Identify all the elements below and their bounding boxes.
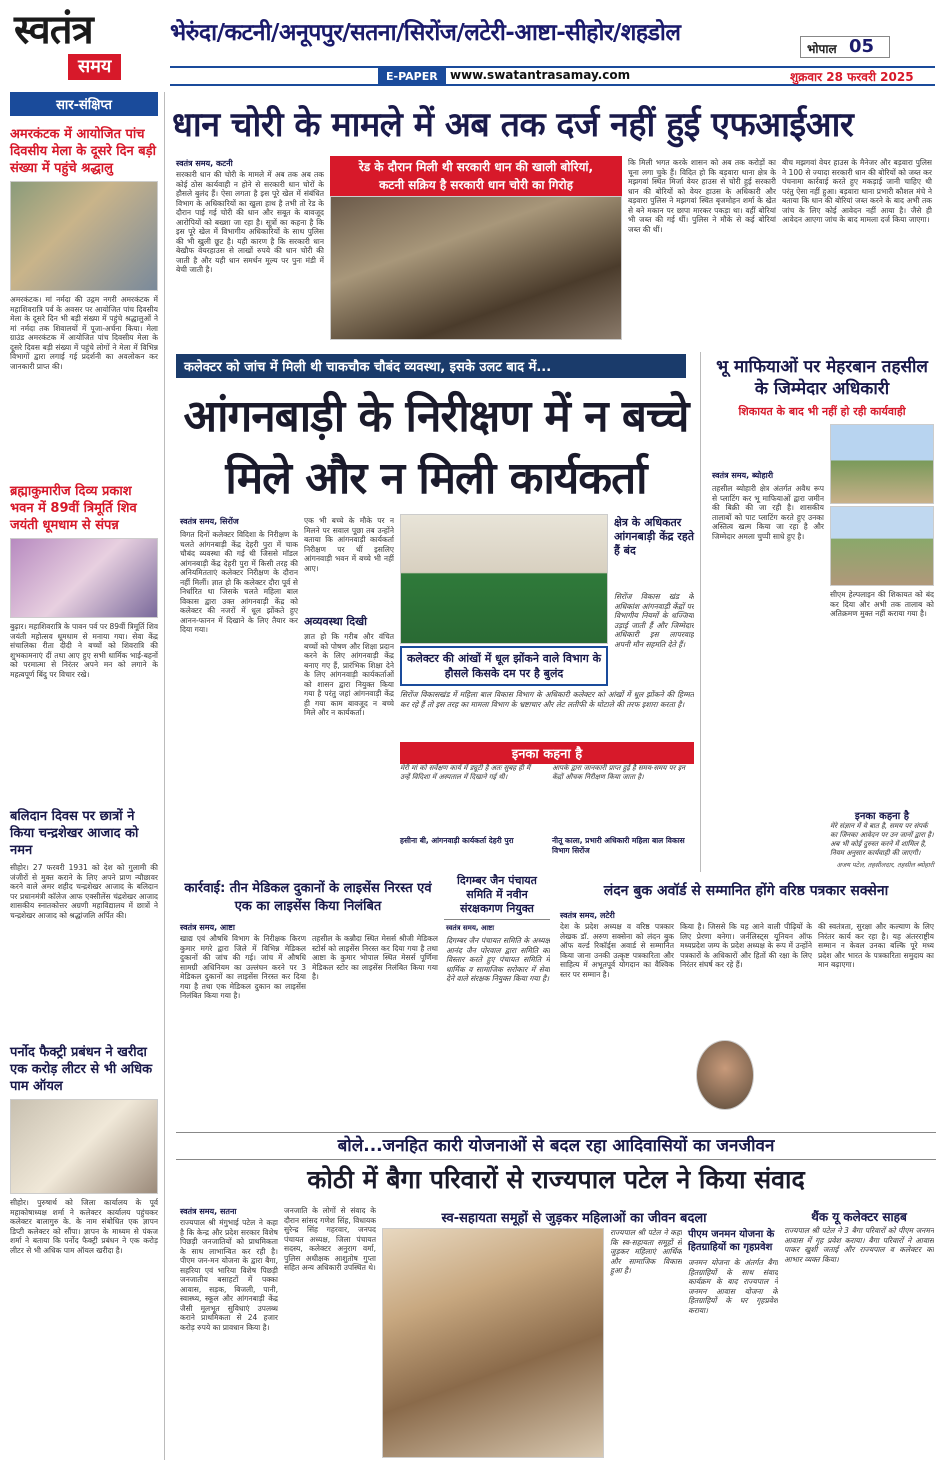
- story2-photo: [400, 514, 608, 644]
- story1-photo: [330, 196, 622, 340]
- story5-byline: स्वतंत्र समय, आष्टा: [446, 924, 495, 932]
- story1-col3: बीच मझगवां वेयर हाउस के मैनेजर और बड़वारा पुलिस ने 100 से ज्यादा सरकारी धान की बोरियों को जब्त कर पंचनामा कार्रवाई करते हुए मकड़ाई जानी चाहिए थी परंतु ऐसा नहीं हुआ। बड़वारा थाना प्रभारी कौशल मंचे ने बताया कि धान की बोरियां जब्त करने के बाद अभी तक जांच के लिए कोई आवेदन नहीं आया है। जैसे ही आवेदन आएगा जांच के बाद मामला दर्ज किया जाएगा।: [782, 158, 932, 224]
- story3-headline: भू माफियाओं पर मेहरबान तहसील के जिम्मेदार अधिकारी: [716, 357, 928, 399]
- story5-text: दिगम्बर जैन पंचायत समिति के अध्यक्ष आनंद जैन पोरवाल द्वारा समिति का विस्तार करते हुए पंचायत समिति में धार्मिक व सामाजिक सरोकार में सेवा देने वाले संरक्षक नियुक्त किया गया है।: [446, 936, 550, 983]
- story2-subhead: अव्यवस्था दिखी: [304, 615, 367, 628]
- story7-right-headline: थैंक यू कलेक्टर साहब: [811, 1210, 907, 1224]
- story2-headline-line2: मिले और न मिली कार्यकर्ता: [225, 453, 647, 504]
- story4-byline: स्वतंत्र समय, आष्टा: [180, 923, 235, 932]
- epaper-badge[interactable]: E-PAPER: [378, 68, 446, 85]
- story3-col1: तहसील ब्योहारी क्षेत्र अंतर्गत अवैध रूप से प्लाटिंग कर भू माफियाओं द्वारा जमीन की बिक्री की जा रही है। शासकीय तालाबों को पाट प्लाटिंग करते हुए उनका अस्तित्व खत्म किया जा रहा है और जिम्मेदार अमला चुप्पी साधे हुए है।: [712, 484, 824, 541]
- brief-2-headline: ब्रह्माकुमारीज दिव्य प्रकाश भवन में 89वीं त्रिमूर्ति शिव जयंती धूमधाम से संपन्न: [10, 484, 137, 533]
- brief-2-text: बुढ़ार। महाशिवरात्रि के पावन पर्व पर 89वीं त्रिमूर्ति शिव जयंती महोत्सव धूमधाम से मनाया गया। सेवा केंद्र संचालिका रीता दीदी ने बच्चों को शिवरात्रि की शुभकामनाएं दीं तथा आए हुए सभी धार्मिक भाई-बहनों को परमात्मा से निरंतर अपने मन को लगाने के महत्वपूर्ण बिंदु पर विचार रखे।: [10, 622, 158, 679]
- story2-headline-line1: आंगनबाड़ी के निरीक्षण में न बच्चे: [183, 391, 689, 442]
- story3-quote: मेरे संज्ञान में ये बात है, समय पर संपर्क का जिनका आवेदन पर उन जानों द्वारा है। अब भी कोई दुरुस्त करने में शामिल है, नियम अनुसार कार्यवाही की जाएगी।: [830, 822, 934, 857]
- brief-1-headline: अमरकंटक में आयोजित पांच दिवसीय मेला के दूसरे दिन बड़ी संख्या में पहुंचे श्रद्धालु: [10, 127, 156, 176]
- brief-4-text: सीहोर। पुरुषार्थ को जिला कार्यालय के पूर्व महाकोषाध्यक्ष शर्मा ने कलेक्टर कार्यालय पहुंचकर कलेक्टर बालागुरु के. के नाम संबोधित एक ज्ञापन डिप्टी कलेक्टर को सौंपा। ज्ञापन के माध्यम से पंकज शर्मा ने बताया कि पर्नोद फैक्ट्री प्रबंधन ने एक करोड़ लीटर से भी अधिक पाम ऑयल खरीदा है।: [10, 1198, 158, 1255]
- sidebar-title: सार-संक्षिप्त: [10, 92, 158, 116]
- story6-byline: स्वतंत्र समय, लटेरी: [560, 911, 615, 920]
- story2-below: सिरोंज विकासखंड में महिला बाल विकास विभाग के अधिकारी कलेक्टर को आंखों में धूल झोंकने की हिम्मत कर रहे हैं तो इस तरह का मामला विभाग के भ्रष्टाचार और लेट लतीफी के घोटाले की तरफ इशारा करता है।: [400, 690, 694, 709]
- column-rule: [164, 92, 165, 1460]
- story3-photo2: [830, 506, 934, 586]
- logo-bottom: समय: [68, 54, 121, 80]
- story2-quotes-title: इनका कहना है: [400, 742, 694, 764]
- story1-headline: धान चोरी के मामले में अब तक दर्ज नहीं हुई एफआईआर: [172, 105, 854, 145]
- story2-quote1-by: हसीना बी, आंगनवाड़ी कार्यकर्ता देहरी पुरा: [400, 836, 514, 845]
- story2-col2: एक भी बच्चे के मौके पर न मिलने पर सवाल पूछा तब उन्होंने बताया कि आंगनवाड़ी कार्यकर्ता निरीक्षण पर थीं इसलिए आंगनवाड़ी भवन में बच्चे भी नहीं आए।: [304, 516, 394, 573]
- story7-right-text: राज्यपाल श्री पटेल ने 3 बैगा परिवारों को पीएम जनमन आवास में गृह प्रवेश कराया। बैगा परिवारों ने आवास पाकर खुशी जताई और राज्यपाल व कलेक्टर का आभार व्यक्त किया।: [784, 1226, 934, 1264]
- story1-caption-line2: कटनी सक्रिय है सरकारी धान चोरी का गिरोह: [379, 178, 573, 192]
- logo-top: स्वतंत्र: [14, 6, 93, 53]
- story7-box-headline: पीएम जनमन योजना के हितग्राहियों का गृहप्रवेश: [688, 1229, 775, 1253]
- brief-3-text: सीहोर। 27 फरवरी 1931 को देश को गुलामी की जंजीरों से मुक्त कराने के लिए अपने प्राण न्यौछावर करने वाले अमर शहीद चन्द्रशेखर आजाद के बलिदान पर प्रधानमंत्री कॉलेज आफ एक्सीलेंस चंद्रशेखर आजाद शासकीय स्नातकोत्तर अग्रणी महाविद्यालय में छात्रों ने चन्द्रशेखर आजाद को श्रद्धांजलि अर्पित की।: [10, 863, 158, 920]
- edition-regions: भेरुंदा/कटनी/अनूपपुर/सतना/सिरोंज/लटेरी-आष्टा-सीहोर/शहडोल: [170, 20, 681, 46]
- story6-headline: लंदन बुक अवॉर्ड से सम्मानित होंगे वरिष्ठ पत्रकार सक्सेना: [603, 883, 889, 899]
- brief-2-photo: [10, 538, 158, 618]
- story6-col1: देश के प्रदेश अध्यक्ष व वरिष्ठ पत्रकार लेखक डॉ. अरुण सक्सेना को लंदन बुक ऑफ वर्ल्ड रिकॉर्ड्स अवार्ड से सम्मानित किया जाना उनकी उत्कृष्ट पत्रकारिता और साहित्य में अभूतपूर्व योगदान का वैश्विक स्तर पर सम्मान है।: [560, 922, 674, 979]
- website-link[interactable]: www.swatantrasamay.com: [450, 68, 631, 82]
- story1-col2: कि मिली भगत करके शासन को अब तक करोड़ों का चूना लगा चुके हैं। विदित हो कि बड़वारा थाना क्षेत्र के मझगवां स्थित मिर्जा वेयर हाउस से चोरी हुई सरकारी धान की बोरियों को वेयर हाउस के अधिकारी और बड़वारा पुलिस ने मझगवां स्थित बृजमोहन शर्मा के खेत से बने मकान पर छापा मारकर पकड़ा था। वहीं बोरियां भी जब्त की गई थीं। पुलिस ने मौके से कई बोरियां जब्त की थीं।: [628, 158, 776, 234]
- story2-quote2: आपके द्वारा जानकारी प्राप्त हुई है समय-समय पर इन केंद्रों औचक निरीक्षण किया जाता है।: [552, 764, 686, 781]
- story7-byline: स्वतंत्र समय, सतना: [180, 1207, 237, 1216]
- story3-byline: स्वतंत्र समय, ब्योहारी: [712, 471, 774, 480]
- newspaper-logo: [14, 8, 154, 86]
- story6-portrait: [696, 1040, 754, 1110]
- story4-col1: खाद्य एवं औषधि विभाग के निरीक्षक किरण कुमार मगरे द्वारा जिले में विभिन्न मेडिकल दुकानों की जांच की गई। जांच में औषधि सामग्री अधिनियम का उल्लंघन करने पर 3 मेडिकल दुकानों का लाइसेंस निरस्त कर दिया गया है तथा एक मेडिकल दुकान का लाइसेंस निलंबित किया गया है।: [180, 934, 306, 1000]
- story7-sub-text: राज्यपाल श्री पटेल ने कहा कि स्व-सहायता समूहों से जुड़कर महिलाएं आर्थिक और सामाजिक विकास हुआ है।: [610, 1228, 682, 1275]
- story7-band: बोले...जनहित कारी योजनाओं से बदल रहा आदिवासियों का जनजीवन: [176, 1132, 936, 1160]
- story7-headline: कोठी में बैगा परिवारों से राज्यपाल पटेल ने किया संवाद: [307, 1165, 805, 1194]
- story7-box-text: जनमन योजना के अंतर्गत बैगा हितग्राहियों के साथ संवाद कार्यक्रम के बाद राज्यपाल ने जनमन आवास योजना के हितग्राहियों के घर गृहप्रवेश कराया।: [688, 1258, 778, 1315]
- story1-byline: स्वतंत्र समय, कटनी: [176, 159, 233, 168]
- column-rule-2: [700, 352, 701, 872]
- sidebar-briefs: [10, 92, 158, 1460]
- edition-box: [800, 36, 890, 58]
- story6-col2: किया है। जिससे कि यह आने वाली पीढ़ियों के लिए प्रेरणा बनेगा। जर्नलिस्ट्स यूनियन ऑफ मध्यप्रदेश जम्प के प्रदेश अध्यक्ष के रूप में उन्होंने पत्रकारों के अधिकारों और हितों की रक्षा के लिए निरंतर संघर्ष कर रहे हैं।: [680, 922, 812, 969]
- story1-caption-line1: रेड के दौरान मिली थी सरकारी धान की खाली बोरियां,: [358, 160, 594, 174]
- story3-photo1: [830, 424, 934, 504]
- story6-col3: की स्वतंत्रता, सुरक्षा और कल्याण के लिए निरंतर कार्य कर रहा है। यह अंतरराष्ट्रीय सम्मान न केवल उनका बल्कि पूरे मध्य प्रदेश और भारत के पत्रकारिता समुदाय का मान बढ़ाएगा।: [818, 922, 934, 969]
- story2-box-text: सिरोंज विकास खंड के अधिकांश आंगनवाड़ी केंद्रों पर विभागीय नियमों के धज्जियां उड़ाई जाती हैं और जिम्मेदार अधिकारी इस लापरवाह अपनी मौन सहमति देते हैं।: [614, 592, 694, 649]
- story3-quotes-title: इनका कहना है: [854, 811, 910, 822]
- page-number: 05: [849, 36, 875, 57]
- story5-headline: दिगम्बर जैन पंचायत समिति में नवीन संरक्षकगण नियुक्त: [444, 874, 550, 920]
- story4-headline: कार्रवाई: तीन मेडिकल दुकानों के लाइसेंस निरस्त एवं एक का लाइसेंस किया निलंबित: [184, 881, 432, 914]
- story1-col1: सरकारी धान की चोरी के मामले में अब तक अब तक कोई ठोस कार्यवाही न होने से सरकारी धान चोरों के हौसले बुलंद हैं। ऐसा लगता है इस पूरे खेल में संबंधित विभाग के अधिकारियों का खुला हाथ है तभी तो रेड के दौरान पाई गई चोरी की धान और सबूत के बावजूद आरोपियों को बख्शा जा रहा है। सूत्रों का कहना है कि इस पूरे खेल में विभागीय अधिकारियों के साथ पुलिस की भी खुली छूट है। यही कारण है कि सरकारी धान बेखौफ वेयरहाउस से लाखों रुपये की धान चोरी की जाती है और यही धान समर्थन मूल्य पर पुनः मंडी में बेची जाती है।: [176, 170, 324, 274]
- brief-3-headline: बलिदान दिवस पर छात्रों ने किया चन्द्रशेखर आजाद को नमन: [10, 809, 139, 858]
- story2-quote1: मेरी मां को सर्वेक्षण कार्य में ड्यूटी है अतः सुबह ही मैं उन्हें विदिशा में अस्पताल में दिखाने गई थी।: [400, 764, 531, 781]
- story3-subhead: शिकायत के बाद भी नहीं हो रही कार्यवाही: [738, 405, 906, 418]
- story2-byline: स्वतंत्र समय, सिरोंज: [180, 517, 239, 526]
- edition-city: भोपाल: [807, 42, 837, 56]
- story2-box-headline: क्षेत्र के अधिकतर आंगनबाड़ी केंद्र रहते हैं बंद: [614, 516, 694, 557]
- story2-photo-caption: कलेक्टर की आंखों में धूल झोंकने वाले विभाग के हौसले किसके दम पर है बुलंद: [400, 646, 608, 686]
- story2-quote2-by: नीतू काला, प्रभारी अधिकारी महिला बाल विकास विभाग सिरोंज: [552, 836, 685, 855]
- story4-col2: तहसील के कन्नौदा स्थित मेसर्स श्रीजी मेडिकल स्टोर्स को लाइसेंस निरस्त कर दिया गया है तथा आष्टा के कुमार भोपाल स्थित मेसर्स पूर्णिमा मेडिकल स्टोर का लाइसेंस निलंबित किया गया है।: [312, 934, 438, 981]
- story2-col2b: ज्ञात हो कि गरीब और वंचित बच्चों को पोषण और शिक्षा प्रदान करने के लिए आंगनवाड़ी केंद्र बनाए गए हैं, प्रारंभिक शिक्षा देने के लिए आंगनवाड़ी कार्यकर्ताओं को शासन द्वारा नियुक्त किया गया है परंतु जहां आंगनवाड़ी केंद्र ही गया काम बावजूद न बच्चे मिले और न कार्यकर्ता।: [304, 632, 394, 717]
- story7-col2: जनजाति के लोगों से संवाद के दौरान सांसद गणेश सिंह, विधायक सुरेन्द्र सिंह गहरवार, जनपद पंचायत अध्यक्ष, जिला पंचायत सदस्य, कलेक्टर अनुराग वर्मा, पुलिस अधीक्षक आशुतोष गुप्ता सहित अन्य अधिकारी उपस्थित थे।: [284, 1206, 376, 1272]
- story1-caption: [330, 156, 622, 196]
- issue-date: शुक्रवार 28 फरवरी 2025: [790, 70, 914, 84]
- story2-col1: विगत दिनों कलेक्टर विदिशा के निरीक्षण के चलते आंगनबाड़ी केंद्र देहरी पुरा में चाक चौबंद व्यवस्था की गई थी जिससे मॉडल आंगनबाड़ी केंद्र देहरी पुरा में किसी तरह की अनियमितताएं कलेक्टर निरीक्षण के दौरान नहीं मिलीं। ज्ञात हो कि कलेक्टर दौरा पूर्व से निर्धारित था जिसके चलते महिला बाल विकास द्वारा उक्त आंगनवाड़ी केंद्र को कलेक्टर की नजरों में धूल झोंकते हुए आनन-फानन में दिखाने के लिए तैयार कर दिया गया।: [180, 530, 298, 634]
- brief-4-headline: पर्नोद फैक्ट्री प्रबंधन ने खरीदा एक करोड़ लीटर से भी अधिक पाम ऑयल: [10, 1045, 153, 1094]
- story2-kicker: कलेक्टर को जांच में मिली थी चाकचौक चौबंद व्यवस्था, इसके उलट बाद में...: [176, 354, 686, 378]
- story3-photo-caption: सीएम हेल्पलाइन की शिकायत को बंद कर दिया और अभी तक तालाब को अतिक्रमण मुक्त नहीं कराया गया है।: [830, 590, 934, 618]
- story7-col1: राज्यपाल श्री मंगुभाई पटेल ने कहा है कि केन्द्र और प्रदेश सरकार विशेष पिछड़ी जनजातियों को प्राथमिकता के साथ लाभान्वित कर रही है। पीएम जन-मन योजना के द्वारा बैगा, सहरिया एवं भारिया विशेष पिछड़ी जनजातीय बसाहटों में पक्का आवास, सड़क, बिजली, पानी, स्वास्थ्य, स्कूल और आंगनबाड़ी केंद्र जैसी मूलभूत सुविधाएं उपलब्ध कराने प्राथमिकता से 24 हजार करोड़ रुपये का प्रावधान किया है।: [180, 1218, 278, 1332]
- story3-quote-by: अजय पटेल, तहसीलदार, तहसील ब्योहारी: [836, 861, 934, 869]
- brief-1-photo: [10, 181, 158, 291]
- brief-4-photo: [10, 1099, 158, 1194]
- brief-1-text: अमरकंटक। मां नर्मदा की उद्गम नगरी अमरकंटक में महाशिवरात्रि पर्व के अवसर पर आयोजित पांच दिवसीय मेला के दूसरे दिन भी बड़ी संख्या में पहुंचे श्रद्धालुओं ने मां नर्मदा तक शिवालयों में पूजा-अर्चना किया। मेला ग्राउंड अमरकंटक में आयोजित पांच दिवसीय मेला के दूसरे दिवस बड़ी संख्या में पहुंचे लोगों ने मेला में विभिन्न विभागों द्वारा लगाई गई प्रदर्शनी का अवलोकन कर जानकारी प्राप्त की।: [10, 295, 158, 371]
- story7-photo: [382, 1228, 604, 1458]
- story7-subhead: स्व-सहायता समूहों से जुड़कर महिलाओं का जीवन बदला: [441, 1211, 707, 1226]
